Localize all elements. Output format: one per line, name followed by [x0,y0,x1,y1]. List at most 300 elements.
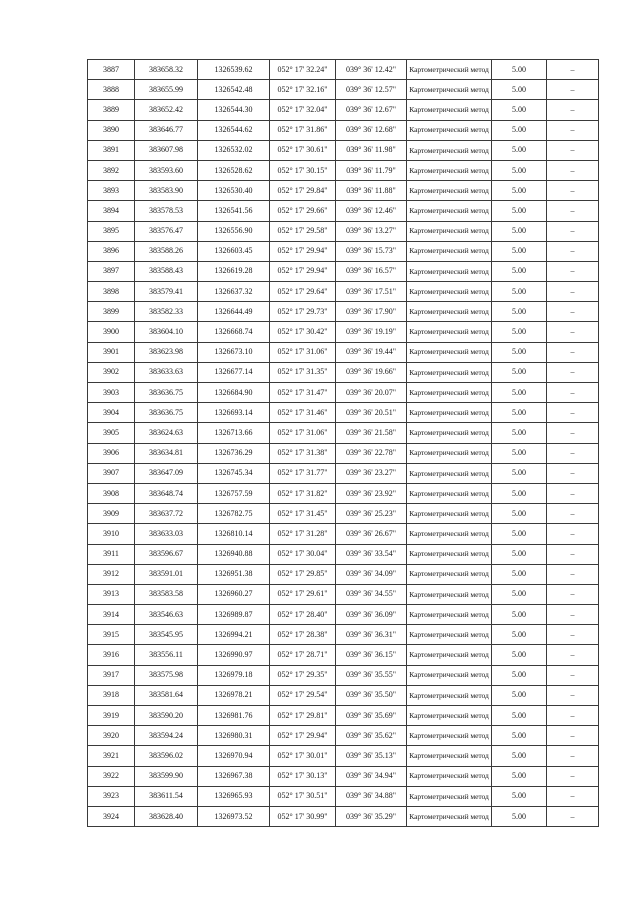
latitude-cell: 052° 17' 31.28" [270,524,336,544]
y-coordinate-cell: 1326973.52 [198,806,270,826]
longitude-cell: 039° 36' 11.98" [336,140,407,160]
point-number-cell: 3909 [88,504,135,524]
note-cell: – [547,524,599,544]
longitude-cell: 039° 36' 34.94" [336,766,407,786]
y-coordinate-cell: 1326539.62 [198,60,270,80]
x-coordinate-cell: 383646.77 [135,120,198,140]
y-coordinate-cell: 1326668.74 [198,322,270,342]
y-coordinate-cell: 1326757.59 [198,483,270,503]
longitude-cell: 039° 36' 13.27" [336,221,407,241]
point-number-cell: 3893 [88,181,135,201]
method-cell: Картометрический метод [407,221,492,241]
longitude-cell: 039° 36' 12.67" [336,100,407,120]
y-coordinate-cell: 1326810.14 [198,524,270,544]
y-coordinate-cell: 1326981.76 [198,706,270,726]
accuracy-cell: 5.00 [492,645,547,665]
y-coordinate-cell: 1326532.02 [198,140,270,160]
longitude-cell: 039° 36' 21.58" [336,423,407,443]
accuracy-cell: 5.00 [492,665,547,685]
note-cell: – [547,685,599,705]
accuracy-cell: 5.00 [492,423,547,443]
accuracy-cell: 5.00 [492,221,547,241]
note-cell: – [547,362,599,382]
x-coordinate-cell: 383594.24 [135,726,198,746]
longitude-cell: 039° 36' 35.62" [336,726,407,746]
latitude-cell: 052° 17' 29.81" [270,706,336,726]
point-number-cell: 3924 [88,806,135,826]
x-coordinate-cell: 383588.26 [135,241,198,261]
y-coordinate-cell: 1326541.56 [198,201,270,221]
table-row [88,625,599,645]
latitude-cell: 052° 17' 29.61" [270,584,336,604]
table-row [88,160,599,180]
longitude-cell: 039° 36' 34.55" [336,584,407,604]
accuracy-cell: 5.00 [492,806,547,826]
table-row [88,342,599,362]
x-coordinate-cell: 383578.53 [135,201,198,221]
latitude-cell: 052° 17' 31.46" [270,403,336,423]
table-row [88,483,599,503]
latitude-cell: 052° 17' 30.61" [270,140,336,160]
note-cell: – [547,140,599,160]
table-row [88,282,599,302]
note-cell: – [547,60,599,80]
latitude-cell: 052° 17' 31.45" [270,504,336,524]
table-row [88,120,599,140]
accuracy-cell: 5.00 [492,443,547,463]
x-coordinate-cell: 383623.98 [135,342,198,362]
note-cell: – [547,504,599,524]
method-cell: Картометрический метод [407,282,492,302]
x-coordinate-cell: 383658.32 [135,60,198,80]
point-number-cell: 3895 [88,221,135,241]
method-cell: Картометрический метод [407,463,492,483]
point-number-cell: 3898 [88,282,135,302]
method-cell: Картометрический метод [407,544,492,564]
note-cell: – [547,160,599,180]
latitude-cell: 052° 17' 31.86" [270,120,336,140]
latitude-cell: 052° 17' 28.40" [270,605,336,625]
table-row [88,504,599,524]
method-cell: Картометрический метод [407,100,492,120]
longitude-cell: 039° 36' 35.69" [336,706,407,726]
longitude-cell: 039° 36' 16.57" [336,261,407,281]
accuracy-cell: 5.00 [492,302,547,322]
table-row [88,322,599,342]
method-cell: Картометрический метод [407,504,492,524]
longitude-cell: 039° 36' 17.90" [336,302,407,322]
method-cell: Картометрический метод [407,483,492,503]
accuracy-cell: 5.00 [492,625,547,645]
accuracy-cell: 5.00 [492,160,547,180]
point-number-cell: 3908 [88,483,135,503]
accuracy-cell: 5.00 [492,100,547,120]
x-coordinate-cell: 383604.10 [135,322,198,342]
y-coordinate-cell: 1326684.90 [198,383,270,403]
method-cell: Картометрический метод [407,60,492,80]
x-coordinate-cell: 383628.40 [135,806,198,826]
method-cell: Картометрический метод [407,685,492,705]
point-number-cell: 3899 [88,302,135,322]
method-cell: Картометрический метод [407,362,492,382]
point-number-cell: 3894 [88,201,135,221]
method-cell: Картометрический метод [407,706,492,726]
y-coordinate-cell: 1326644.49 [198,302,270,322]
note-cell: – [547,282,599,302]
latitude-cell: 052° 17' 32.24" [270,60,336,80]
note-cell: – [547,463,599,483]
accuracy-cell: 5.00 [492,282,547,302]
method-cell: Картометрический метод [407,645,492,665]
accuracy-cell: 5.00 [492,120,547,140]
note-cell: – [547,322,599,342]
table-row [88,60,599,80]
point-number-cell: 3887 [88,60,135,80]
y-coordinate-cell: 1326530.40 [198,181,270,201]
y-coordinate-cell: 1326967.38 [198,766,270,786]
method-cell: Картометрический метод [407,766,492,786]
longitude-cell: 039° 36' 15.73" [336,241,407,261]
latitude-cell: 052° 17' 29.54" [270,685,336,705]
x-coordinate-cell: 383582.33 [135,302,198,322]
accuracy-cell: 5.00 [492,786,547,806]
y-coordinate-cell: 1326713.66 [198,423,270,443]
point-number-cell: 3917 [88,665,135,685]
latitude-cell: 052° 17' 29.85" [270,564,336,584]
method-cell: Картометрический метод [407,443,492,463]
point-number-cell: 3913 [88,584,135,604]
x-coordinate-cell: 383581.64 [135,685,198,705]
latitude-cell: 052° 17' 32.04" [270,100,336,120]
accuracy-cell: 5.00 [492,241,547,261]
note-cell: – [547,221,599,241]
x-coordinate-cell: 383596.02 [135,746,198,766]
note-cell: – [547,584,599,604]
longitude-cell: 039° 36' 35.29" [336,806,407,826]
accuracy-cell: 5.00 [492,181,547,201]
method-cell: Картометрический метод [407,746,492,766]
table-row [88,685,599,705]
table-row [88,403,599,423]
y-coordinate-cell: 1326693.14 [198,403,270,423]
method-cell: Картометрический метод [407,201,492,221]
method-cell: Картометрический метод [407,302,492,322]
accuracy-cell: 5.00 [492,564,547,584]
table-row [88,383,599,403]
table-row [88,221,599,241]
point-number-cell: 3919 [88,706,135,726]
longitude-cell: 039° 36' 22.78" [336,443,407,463]
accuracy-cell: 5.00 [492,342,547,362]
note-cell: – [547,706,599,726]
point-number-cell: 3900 [88,322,135,342]
point-number-cell: 3904 [88,403,135,423]
accuracy-cell: 5.00 [492,261,547,281]
latitude-cell: 052° 17' 30.51" [270,786,336,806]
longitude-cell: 039° 36' 26.67" [336,524,407,544]
y-coordinate-cell: 1326736.29 [198,443,270,463]
table-row [88,443,599,463]
latitude-cell: 052° 17' 30.99" [270,806,336,826]
latitude-cell: 052° 17' 30.15" [270,160,336,180]
point-number-cell: 3911 [88,544,135,564]
latitude-cell: 052° 17' 31.47" [270,383,336,403]
x-coordinate-cell: 383556.11 [135,645,198,665]
accuracy-cell: 5.00 [492,483,547,503]
latitude-cell: 052° 17' 30.04" [270,544,336,564]
note-cell: – [547,645,599,665]
point-number-cell: 3892 [88,160,135,180]
y-coordinate-cell: 1326745.34 [198,463,270,483]
longitude-cell: 039° 36' 33.54" [336,544,407,564]
accuracy-cell: 5.00 [492,60,547,80]
x-coordinate-cell: 383634.81 [135,443,198,463]
y-coordinate-cell: 1326544.62 [198,120,270,140]
x-coordinate-cell: 383611.54 [135,786,198,806]
x-coordinate-cell: 383546.63 [135,605,198,625]
table-row [88,806,599,826]
latitude-cell: 052° 17' 29.94" [270,261,336,281]
method-cell: Картометрический метод [407,241,492,261]
method-cell: Картометрический метод [407,524,492,544]
y-coordinate-cell: 1326989.87 [198,605,270,625]
note-cell: – [547,120,599,140]
note-cell: – [547,786,599,806]
note-cell: – [547,443,599,463]
accuracy-cell: 5.00 [492,201,547,221]
longitude-cell: 039° 36' 25.23" [336,504,407,524]
accuracy-cell: 5.00 [492,504,547,524]
y-coordinate-cell: 1326619.28 [198,261,270,281]
latitude-cell: 052° 17' 30.13" [270,766,336,786]
x-coordinate-cell: 383633.03 [135,524,198,544]
point-number-cell: 3910 [88,524,135,544]
x-coordinate-cell: 383607.98 [135,140,198,160]
x-coordinate-cell: 383596.67 [135,544,198,564]
y-coordinate-cell: 1326990.97 [198,645,270,665]
x-coordinate-cell: 383652.42 [135,100,198,120]
method-cell: Картометрический метод [407,342,492,362]
y-coordinate-cell: 1326951.38 [198,564,270,584]
table-row [88,766,599,786]
longitude-cell: 039° 36' 35.55" [336,665,407,685]
note-cell: – [547,665,599,685]
note-cell: – [547,261,599,281]
longitude-cell: 039° 36' 20.07" [336,383,407,403]
x-coordinate-cell: 383648.74 [135,483,198,503]
y-coordinate-cell: 1326556.90 [198,221,270,241]
table-row [88,80,599,100]
accuracy-cell: 5.00 [492,766,547,786]
longitude-cell: 039° 36' 19.44" [336,342,407,362]
y-coordinate-cell: 1326528.62 [198,160,270,180]
accuracy-cell: 5.00 [492,322,547,342]
point-number-cell: 3906 [88,443,135,463]
longitude-cell: 039° 36' 12.46" [336,201,407,221]
method-cell: Картометрический метод [407,423,492,443]
method-cell: Картометрический метод [407,403,492,423]
method-cell: Картометрический метод [407,80,492,100]
point-number-cell: 3890 [88,120,135,140]
latitude-cell: 052° 17' 29.35" [270,665,336,685]
point-number-cell: 3897 [88,261,135,281]
note-cell: – [547,342,599,362]
point-number-cell: 3903 [88,383,135,403]
longitude-cell: 039° 36' 36.31" [336,625,407,645]
point-number-cell: 3922 [88,766,135,786]
note-cell: – [547,241,599,261]
point-number-cell: 3916 [88,645,135,665]
method-cell: Картометрический метод [407,160,492,180]
y-coordinate-cell: 1326979.18 [198,665,270,685]
point-number-cell: 3905 [88,423,135,443]
longitude-cell: 039° 36' 36.15" [336,645,407,665]
y-coordinate-cell: 1326978.21 [198,685,270,705]
accuracy-cell: 5.00 [492,140,547,160]
y-coordinate-cell: 1326677.14 [198,362,270,382]
table-row [88,423,599,443]
note-cell: – [547,383,599,403]
table-row [88,524,599,544]
y-coordinate-cell: 1326782.75 [198,504,270,524]
method-cell: Картометрический метод [407,261,492,281]
latitude-cell: 052° 17' 31.06" [270,342,336,362]
point-number-cell: 3891 [88,140,135,160]
x-coordinate-cell: 383545.95 [135,625,198,645]
note-cell: – [547,625,599,645]
accuracy-cell: 5.00 [492,685,547,705]
table-row [88,786,599,806]
latitude-cell: 052° 17' 29.58" [270,221,336,241]
latitude-cell: 052° 17' 28.71" [270,645,336,665]
note-cell: – [547,544,599,564]
longitude-cell: 039° 36' 17.51" [336,282,407,302]
longitude-cell: 039° 36' 11.88" [336,181,407,201]
x-coordinate-cell: 383590.20 [135,706,198,726]
point-number-cell: 3915 [88,625,135,645]
x-coordinate-cell: 383647.09 [135,463,198,483]
x-coordinate-cell: 383593.60 [135,160,198,180]
note-cell: – [547,766,599,786]
point-number-cell: 3907 [88,463,135,483]
table-row [88,201,599,221]
note-cell: – [547,605,599,625]
method-cell: Картометрический метод [407,383,492,403]
latitude-cell: 052° 17' 31.35" [270,362,336,382]
point-number-cell: 3901 [88,342,135,362]
table-row [88,544,599,564]
latitude-cell: 052° 17' 31.77" [270,463,336,483]
note-cell: – [547,726,599,746]
x-coordinate-cell: 383575.98 [135,665,198,685]
note-cell: – [547,100,599,120]
accuracy-cell: 5.00 [492,584,547,604]
method-cell: Картометрический метод [407,665,492,685]
accuracy-cell: 5.00 [492,746,547,766]
longitude-cell: 039° 36' 12.68" [336,120,407,140]
point-number-cell: 3920 [88,726,135,746]
method-cell: Картометрический метод [407,625,492,645]
table-row [88,645,599,665]
table-row [88,665,599,685]
longitude-cell: 039° 36' 34.88" [336,786,407,806]
point-number-cell: 3923 [88,786,135,806]
longitude-cell: 039° 36' 12.42" [336,60,407,80]
y-coordinate-cell: 1326970.94 [198,746,270,766]
method-cell: Картометрический метод [407,181,492,201]
table-row [88,605,599,625]
y-coordinate-cell: 1326965.93 [198,786,270,806]
latitude-cell: 052° 17' 31.82" [270,483,336,503]
longitude-cell: 039° 36' 23.92" [336,483,407,503]
note-cell: – [547,746,599,766]
longitude-cell: 039° 36' 35.13" [336,746,407,766]
latitude-cell: 052° 17' 29.94" [270,241,336,261]
latitude-cell: 052° 17' 31.38" [270,443,336,463]
point-number-cell: 3914 [88,605,135,625]
table-row [88,564,599,584]
note-cell: – [547,80,599,100]
accuracy-cell: 5.00 [492,403,547,423]
table-row [88,706,599,726]
y-coordinate-cell: 1326940.88 [198,544,270,564]
x-coordinate-cell: 383624.63 [135,423,198,443]
method-cell: Картометрический метод [407,786,492,806]
latitude-cell: 052° 17' 29.84" [270,181,336,201]
accuracy-cell: 5.00 [492,383,547,403]
x-coordinate-cell: 383588.43 [135,261,198,281]
coordinates-table [87,59,599,827]
note-cell: – [547,302,599,322]
note-cell: – [547,806,599,826]
x-coordinate-cell: 383636.75 [135,383,198,403]
table-row [88,584,599,604]
method-cell: Картометрический метод [407,806,492,826]
x-coordinate-cell: 383579.41 [135,282,198,302]
x-coordinate-cell: 383583.90 [135,181,198,201]
note-cell: – [547,483,599,503]
x-coordinate-cell: 383633.63 [135,362,198,382]
note-cell: – [547,564,599,584]
method-cell: Картометрический метод [407,605,492,625]
point-number-cell: 3921 [88,746,135,766]
longitude-cell: 039° 36' 34.09" [336,564,407,584]
x-coordinate-cell: 383583.58 [135,584,198,604]
accuracy-cell: 5.00 [492,544,547,564]
table-row [88,261,599,281]
method-cell: Картометрический метод [407,564,492,584]
latitude-cell: 052° 17' 29.94" [270,726,336,746]
accuracy-cell: 5.00 [492,605,547,625]
latitude-cell: 052° 17' 30.01" [270,746,336,766]
x-coordinate-cell: 383655.99 [135,80,198,100]
latitude-cell: 052° 17' 30.42" [270,322,336,342]
y-coordinate-cell: 1326994.21 [198,625,270,645]
point-number-cell: 3888 [88,80,135,100]
x-coordinate-cell: 383637.72 [135,504,198,524]
table-row [88,362,599,382]
longitude-cell: 039° 36' 19.19" [336,322,407,342]
accuracy-cell: 5.00 [492,80,547,100]
latitude-cell: 052° 17' 32.16" [270,80,336,100]
table-row [88,463,599,483]
method-cell: Картометрический метод [407,584,492,604]
x-coordinate-cell: 383599.90 [135,766,198,786]
latitude-cell: 052° 17' 28.38" [270,625,336,645]
latitude-cell: 052° 17' 29.64" [270,282,336,302]
y-coordinate-cell: 1326960.27 [198,584,270,604]
longitude-cell: 039° 36' 20.51" [336,403,407,423]
